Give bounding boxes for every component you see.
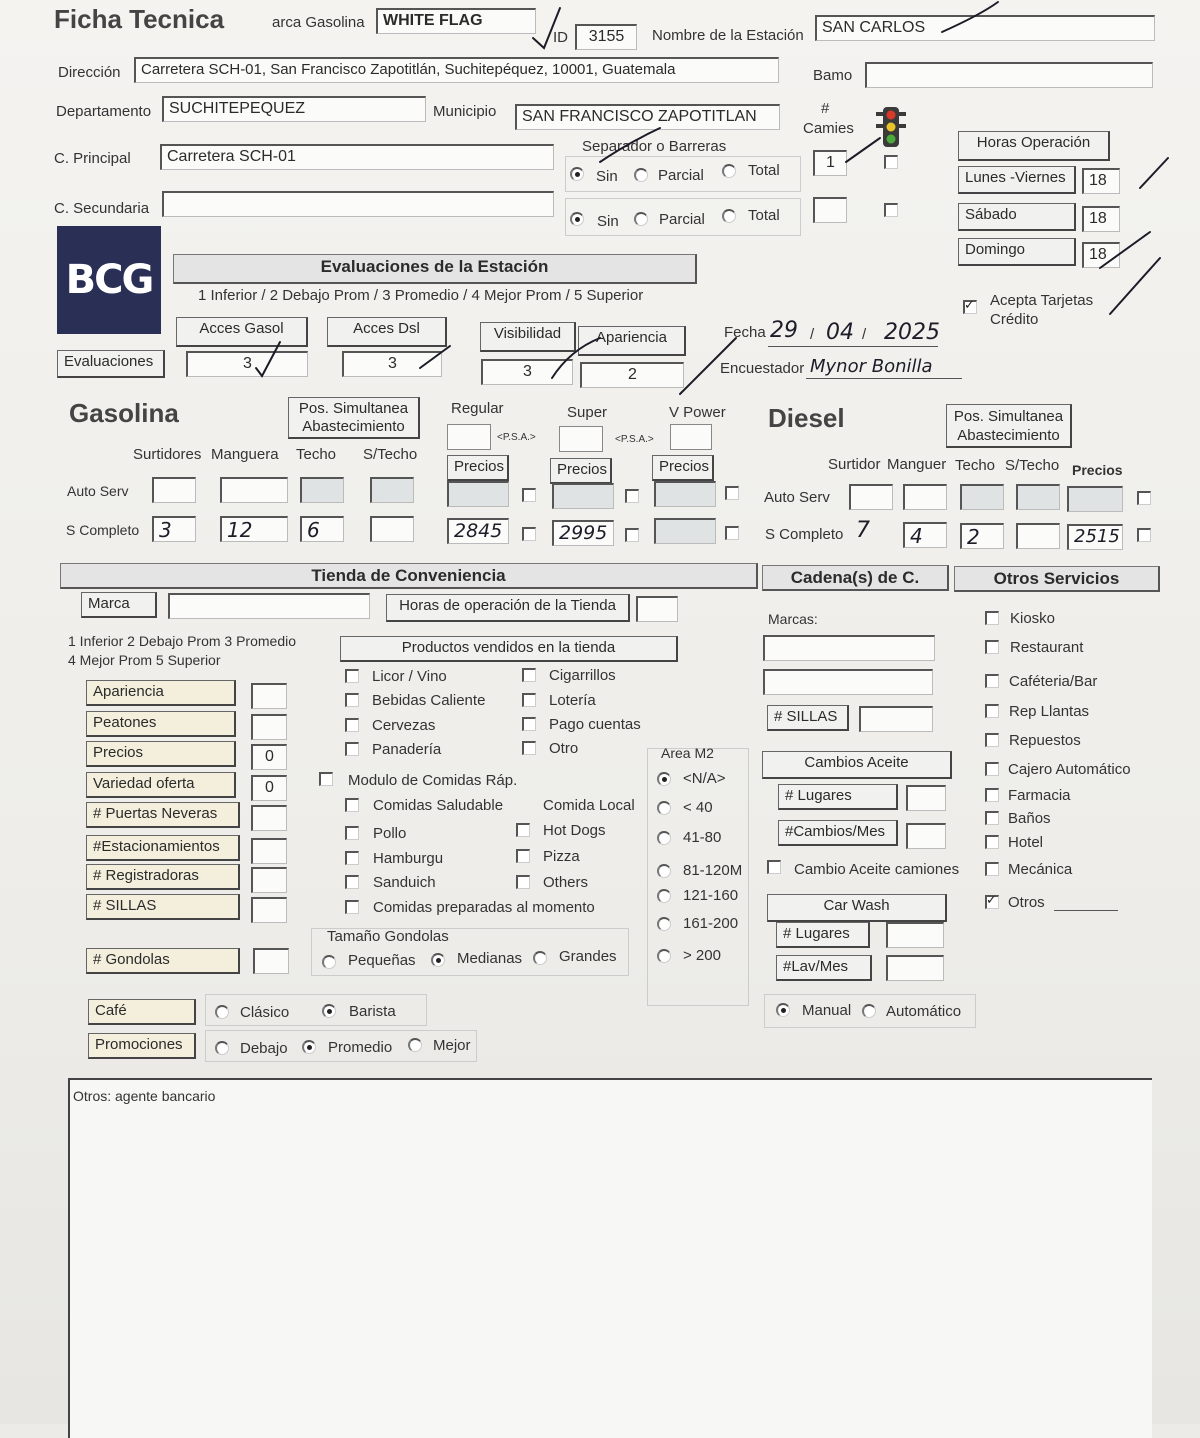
promo-mejor-label: Mejor: [433, 1037, 471, 1054]
diesel-completo-stecho[interactable]: [1016, 523, 1060, 549]
comida-checkbox[interactable]: [345, 826, 359, 840]
producto-checkbox[interactable]: [345, 669, 359, 683]
super-precios-header: Precios: [550, 458, 612, 484]
producto-label: Licor / Vino: [372, 668, 447, 685]
gas-auto-techo[interactable]: [300, 477, 344, 503]
comida-label: Sanduich: [373, 874, 436, 891]
diesel-precios-header: Precios: [1072, 462, 1123, 478]
regular-precios-header: Precios: [447, 455, 509, 481]
otros-servicio-label: Repuestos: [1009, 732, 1081, 749]
producto-label: Cervezas: [372, 717, 436, 734]
acces-dsl-label: Acces Dsl: [327, 317, 447, 347]
otros-servicio-checkbox[interactable]: [985, 788, 999, 802]
apariencia-eval-field[interactable]: 2: [580, 362, 684, 388]
diesel-col-manguer: Manguer: [887, 456, 947, 473]
carwash-mes-label: #Lav/Mes: [776, 955, 872, 981]
producto-checkbox[interactable]: [522, 717, 536, 731]
fecha-sep-1: /: [810, 326, 815, 343]
gondolas-label: # Gondolas: [86, 948, 240, 974]
barreras-label: Separador o Barreras: [582, 138, 727, 155]
barreras-1-parcial-radio[interactable]: [634, 168, 648, 182]
producto-checkbox[interactable]: [522, 693, 536, 707]
diesel-completo-manguer[interactable]: 4: [903, 522, 947, 548]
marca-gasolina-field[interactable]: WHITE FLAG: [376, 8, 536, 34]
cafe-label: Café: [88, 999, 196, 1025]
otros-servicio-label: Otros: [1008, 894, 1045, 911]
otros-underline: [1054, 910, 1118, 911]
producto-checkbox[interactable]: [345, 693, 359, 707]
gas-completo-super-price[interactable]: 2995: [552, 520, 614, 546]
tienda-header: Tienda de Conveniencia: [60, 563, 758, 589]
gas-completo-super-checkbox[interactable]: [625, 528, 639, 542]
area-label: 81-120M: [683, 862, 743, 879]
area-label: <N/A>: [683, 770, 726, 787]
otros-servicio-checkbox[interactable]: [985, 733, 999, 747]
tamano-gondolas-label: Tamaño Gondolas: [327, 928, 449, 945]
gas-completo-regular-checkbox[interactable]: [522, 527, 536, 541]
promo-promedio-label: Promedio: [328, 1039, 393, 1056]
producto-label: Otro: [549, 740, 579, 757]
cafe-barista-label: Barista: [349, 1003, 396, 1020]
barreras-1-parcial-label: Parcial: [658, 167, 704, 184]
calle-principal-field[interactable]: Carretera SCH-01: [160, 144, 554, 170]
otros-servicio-label: Baños: [1008, 810, 1051, 827]
camiones-checkbox-2[interactable]: [884, 203, 898, 217]
rating-field[interactable]: 0: [251, 775, 287, 801]
gondolas-field[interactable]: [253, 948, 289, 974]
cambios-mes-label: #Cambios/Mes: [778, 820, 898, 846]
carwash-lugares-label: # Lugares: [776, 922, 870, 948]
regular-label: Regular: [451, 400, 504, 417]
comida-checkbox[interactable]: [345, 798, 359, 812]
visibilidad-field[interactable]: 3: [481, 359, 573, 385]
rating-label: Precios: [86, 741, 236, 767]
area-radio[interactable]: [657, 772, 671, 786]
comida-label: Comidas Saludable: [373, 797, 504, 814]
acces-gasol-label: Acces Gasol: [176, 317, 308, 347]
tamano-label: Grandes: [559, 948, 617, 965]
comida-label: Pizza: [543, 848, 580, 865]
area-label: > 200: [683, 947, 721, 964]
carwash-automatico-radio[interactable]: [862, 1004, 876, 1018]
gas-auto-surtidores[interactable]: [152, 477, 196, 503]
super-psa-field[interactable]: [559, 426, 603, 452]
gas-auto-manguera[interactable]: [220, 477, 288, 503]
gas-auto-regular-price[interactable]: [447, 481, 509, 507]
camiones-label: Camies: [803, 120, 854, 137]
tamano-radio[interactable]: [322, 955, 336, 969]
lunes-viernes-label: Lunes -Viernes: [958, 166, 1076, 194]
barrio-field[interactable]: [865, 62, 1153, 88]
cambios-aceite-header: Cambios Aceite: [762, 751, 952, 779]
lunes-viernes-field[interactable]: 18: [1082, 168, 1120, 194]
barreras-2-parcial-label: Parcial: [659, 211, 705, 228]
otros-servicios-header: Otros Servicios: [954, 566, 1160, 592]
departamento-label: Departamento: [56, 103, 152, 120]
otros-servicio-checkbox[interactable]: [985, 674, 999, 688]
fecha-dia[interactable]: 29: [770, 318, 798, 343]
comida-checkbox[interactable]: [345, 900, 359, 914]
cadena-marcas-field-2[interactable]: [763, 669, 933, 695]
diesel-completo-surtidor[interactable]: 7: [856, 518, 870, 543]
credito-label: Crédito: [990, 311, 1039, 328]
rating-field[interactable]: 0: [251, 744, 287, 770]
otros-servicio-checkbox[interactable]: [985, 862, 999, 876]
rating-label: Apariencia: [86, 680, 236, 706]
otros-servicio-checkbox[interactable]: [985, 611, 999, 625]
barreras-1-sin-radio[interactable]: [570, 167, 584, 181]
tienda-marca-label: Marca: [81, 592, 157, 618]
otros-servicio-label: Mecánica: [1008, 861, 1073, 878]
area-label: Area M2: [661, 745, 714, 761]
tamano-label: Pequeñas: [348, 952, 416, 969]
fecha-label: Fecha: [724, 324, 766, 341]
tienda-marca-field[interactable]: [168, 593, 370, 619]
area-label: 161-200: [683, 915, 739, 932]
rating-label: Peatones: [86, 711, 236, 737]
barreras-1-total-label: Total: [748, 162, 780, 179]
gas-completo-techo[interactable]: 6: [300, 516, 344, 542]
area-radio[interactable]: [657, 889, 671, 903]
comida-checkbox[interactable]: [345, 875, 359, 889]
producto-label: Lotería: [549, 692, 596, 709]
cafe-clasico-radio[interactable]: [215, 1005, 229, 1019]
gasolina-auto-serv-label: Auto Serv: [67, 483, 129, 499]
camiones-checkbox-1[interactable]: [884, 155, 898, 169]
otros-servicio-label: Caféteria/Bar: [1009, 673, 1098, 690]
promo-promedio-radio[interactable]: [302, 1040, 316, 1054]
otros-servicio-label: Kiosko: [1010, 610, 1056, 627]
producto-label: Pago cuentas: [549, 716, 641, 733]
producto-checkbox[interactable]: [345, 742, 359, 756]
cadena-header: Cadena(s) de C.: [762, 565, 949, 591]
rating-label: # SILLAS: [86, 894, 240, 920]
diesel-pos-simultanea: Pos. Simultanea Abastecimiento: [946, 404, 1072, 448]
rating-label: # Registradoras: [86, 864, 240, 890]
carwash-automatico-label: Automático: [886, 1003, 962, 1020]
car-wash-header: Car Wash: [767, 894, 947, 922]
camiones-field-2[interactable]: [813, 197, 847, 223]
barreras-1-sin-label: Sin: [596, 168, 618, 185]
fecha-anio[interactable]: 2025: [884, 320, 940, 345]
cambio-aceite-camiones-label: Cambio Aceite camiones: [794, 861, 960, 878]
promo-debajo-label: Debajo: [240, 1040, 288, 1057]
apariencia-eval-label: Apariencia: [578, 326, 686, 356]
area-radio[interactable]: [657, 917, 671, 931]
tienda-horas-field[interactable]: [636, 596, 678, 622]
traffic-light-icon: [874, 106, 908, 148]
cadena-sillas-label: # SILLAS: [767, 705, 849, 731]
cadena-sillas-field[interactable]: [859, 706, 933, 732]
cambios-lugares-field[interactable]: [906, 785, 946, 811]
rating-label: # Puertas Neveras: [86, 802, 240, 828]
rating-field[interactable]: [251, 714, 287, 740]
cambio-aceite-camiones-checkbox[interactable]: [767, 860, 781, 874]
gas-auto-super-price[interactable]: [552, 483, 614, 509]
domingo-field[interactable]: 18: [1082, 242, 1120, 268]
cadena-marcas-label: Marcas:: [768, 611, 818, 627]
diesel-auto-surtidor[interactable]: [849, 484, 893, 510]
area-radio[interactable]: [657, 831, 671, 845]
otros-servicio-checkbox[interactable]: [985, 895, 999, 909]
gas-completo-stecho[interactable]: [370, 516, 414, 542]
producto-checkbox[interactable]: [522, 741, 536, 755]
form-title: Ficha Tecnica: [54, 4, 225, 34]
acces-gasol-field[interactable]: 3: [186, 351, 308, 377]
encuestador-label: Encuestador: [720, 360, 805, 377]
producto-label: Cigarrillos: [549, 667, 616, 684]
diesel-auto-checkbox[interactable]: [1137, 491, 1151, 505]
tienda-horas-label: Horas de operación de la Tienda: [386, 594, 630, 622]
vpower-psa-field[interactable]: [670, 424, 712, 450]
tamano-radio[interactable]: [533, 951, 547, 965]
diesel-auto-manguer[interactable]: [903, 484, 947, 510]
regular-psa-field[interactable]: [447, 424, 491, 450]
col-manguera: Manguera: [211, 446, 279, 463]
diesel-auto-techo[interactable]: [960, 484, 1004, 510]
diesel-completo-techo[interactable]: 2: [960, 523, 1004, 549]
modulo-comidas-label: Modulo de Comidas Ráp.: [348, 772, 518, 789]
producto-label: Panadería: [372, 741, 442, 758]
direccion-field[interactable]: Carretera SCH-01, San Francisco Zapotitlán, Suchitepéquez, 10001, Guatemala: [134, 57, 779, 83]
acepta-tarjetas-checkbox[interactable]: [963, 300, 977, 314]
area-radio[interactable]: [657, 864, 671, 878]
evaluaciones-scale: 1 Inferior / 2 Debajo Prom / 3 Promedio / 4 Mejor Prom / 5 Superior: [198, 287, 644, 304]
otros-servicio-checkbox[interactable]: [985, 811, 999, 825]
calle-secundaria-label: C. Secundaria: [54, 200, 150, 217]
vpower-label: V Power: [669, 404, 726, 421]
diesel-auto-serv-label: Auto Serv: [764, 489, 830, 506]
comida-local-label: Comida Local: [543, 797, 635, 814]
comida-label: Hot Dogs: [543, 822, 606, 839]
barrio-label: Bamo: [813, 67, 853, 84]
notes-area[interactable]: [68, 1078, 1152, 1438]
camiones-field-1[interactable]: 1: [813, 150, 847, 176]
carwash-manual-label: Manual: [802, 1002, 852, 1019]
cambios-mes-field[interactable]: [906, 823, 946, 849]
gas-completo-vpower-checkbox[interactable]: [725, 526, 739, 540]
diesel-s-completo-label: S Completo: [765, 526, 844, 543]
acepta-tarjetas-label: Acepta Tarjetas: [990, 292, 1094, 309]
gasolina-s-completo-label: S Completo: [66, 522, 140, 538]
otros-servicio-checkbox[interactable]: [985, 704, 999, 718]
tienda-scale-1: 1 Inferior 2 Debajo Prom 3 Promedio: [68, 633, 296, 649]
area-radio[interactable]: [657, 949, 671, 963]
gasolina-title: Gasolina: [69, 398, 179, 428]
productos-header: Productos vendidos en la tienda: [340, 636, 678, 662]
diesel-auto-price[interactable]: [1067, 486, 1123, 512]
area-label: < 40: [683, 799, 713, 816]
otros-servicio-label: Cajero Automático: [1008, 761, 1131, 778]
carwash-mes-field[interactable]: [886, 955, 944, 981]
rating-label: Variedad oferta: [86, 772, 236, 798]
diesel-completo-price[interactable]: 2515: [1067, 524, 1123, 550]
carwash-manual-radio[interactable]: [776, 1003, 790, 1017]
otros-servicio-label: Hotel: [1008, 834, 1044, 851]
barreras-2-sin-radio[interactable]: [570, 212, 584, 226]
otros-servicio-checkbox[interactable]: [985, 640, 999, 654]
municipio-label: Municipio: [433, 103, 497, 120]
barreras-2-total-radio[interactable]: [722, 209, 736, 223]
sabado-field[interactable]: 18: [1082, 206, 1120, 232]
calle-secundaria-field[interactable]: [162, 191, 554, 217]
marca-gasolina-label: arca Gasolina: [272, 14, 365, 31]
promociones-label: Promociones: [88, 1033, 196, 1059]
estacion-field[interactable]: SAN CARLOS: [815, 15, 1155, 41]
acces-dsl-field[interactable]: 3: [342, 351, 442, 377]
gas-completo-regular-price[interactable]: 2845: [447, 518, 509, 544]
barreras-2-sin-label: Sin: [597, 213, 619, 230]
tamano-label: Medianas: [457, 950, 523, 967]
evaluaciones-row-label: Evaluaciones: [57, 350, 165, 378]
rating-field[interactable]: [251, 838, 287, 864]
diesel-completo-checkbox[interactable]: [1137, 528, 1151, 542]
modulo-comidas-checkbox[interactable]: [319, 772, 333, 786]
barreras-2-total-label: Total: [748, 207, 780, 224]
rating-field[interactable]: [251, 683, 287, 709]
cafe-barista-radio[interactable]: [322, 1004, 336, 1018]
otros-servicio-label: Rep Llantas: [1009, 703, 1090, 720]
gas-completo-manguera[interactable]: 12: [220, 516, 288, 542]
visibilidad-label: Visibilidad: [480, 322, 576, 352]
municipio-field[interactable]: SAN FRANCISCO ZAPOTITLAN: [515, 104, 780, 130]
diesel-auto-stecho[interactable]: [1016, 484, 1060, 510]
col-surtidores: Surtidores: [133, 446, 202, 463]
promo-debajo-radio[interactable]: [215, 1041, 229, 1055]
promo-mejor-radio[interactable]: [408, 1038, 422, 1052]
cadena-marcas-field-1[interactable]: [763, 635, 935, 661]
gas-completo-vpower-price[interactable]: [654, 518, 716, 544]
otros-servicio-checkbox[interactable]: [985, 835, 999, 849]
producto-label: Bebidas Caliente: [372, 692, 486, 709]
super-psa-label: <P.S.A.>: [615, 434, 654, 445]
rating-field[interactable]: [251, 805, 287, 831]
rating-field[interactable]: [251, 867, 287, 893]
comida-checkbox[interactable]: [516, 823, 530, 837]
gas-completo-surtidores[interactable]: 3: [152, 516, 196, 542]
encuestador-underline: [806, 378, 962, 379]
gas-auto-stecho[interactable]: [370, 477, 414, 503]
encuestador-field[interactable]: Mynor Bonilla: [810, 356, 933, 377]
cafe-clasico-label: Clásico: [240, 1004, 290, 1021]
rating-label: #Estacionamientos: [86, 835, 240, 861]
otros-servicio-label: Farmacia: [1008, 787, 1071, 804]
area-label: 41-80: [683, 829, 722, 846]
diesel-col-surtidor: Surtidor: [828, 456, 881, 473]
cambios-lugares-label: # Lugares: [778, 784, 898, 810]
comida-checkbox[interactable]: [516, 875, 530, 889]
col-stecho: S/Techo: [363, 446, 418, 463]
estacion-label: Nombre de la Estación: [652, 27, 804, 44]
departamento-field[interactable]: SUCHITEPEQUEZ: [162, 96, 426, 122]
carwash-lugares-field[interactable]: [886, 922, 944, 948]
diesel-col-stecho: S/Techo: [1005, 457, 1060, 474]
producto-checkbox[interactable]: [345, 718, 359, 732]
fecha-mes[interactable]: 04: [826, 320, 854, 345]
fecha-sep-2: /: [862, 326, 867, 343]
gas-auto-vpower-checkbox[interactable]: [725, 486, 739, 500]
gas-auto-super-checkbox[interactable]: [625, 489, 639, 503]
camiones-hash-label: #: [821, 100, 830, 117]
diesel-title: Diesel: [768, 403, 845, 433]
fecha-underline: [768, 346, 938, 347]
barreras-2-parcial-radio[interactable]: [634, 212, 648, 226]
gas-auto-regular-checkbox[interactable]: [522, 488, 536, 502]
otros-servicio-checkbox[interactable]: [985, 762, 999, 776]
tienda-scale-2: 4 Mejor Prom 5 Superior: [68, 652, 221, 668]
super-label: Super: [567, 404, 608, 421]
comida-label: Hamburgu: [373, 850, 444, 867]
bcg-logo: BCG: [57, 226, 161, 334]
rating-field[interactable]: [251, 897, 287, 923]
direccion-label: Dirección: [58, 64, 121, 81]
domingo-label: Domingo: [958, 238, 1076, 266]
id-label: ID: [553, 29, 568, 46]
area-radio[interactable]: [657, 801, 671, 815]
comida-label: Comidas preparadas al momento: [373, 899, 595, 916]
comida-label: Others: [543, 874, 589, 891]
gas-auto-vpower-price[interactable]: [654, 481, 716, 507]
tamano-radio[interactable]: [431, 953, 445, 967]
calle-principal-label: C. Principal: [54, 150, 131, 167]
otros-servicio-label: Restaurant: [1010, 639, 1084, 656]
gasolina-pos-simultanea: Pos. Simultanea Abastecimiento: [288, 397, 420, 439]
comida-checkbox[interactable]: [516, 849, 530, 863]
sabado-label: Sábado: [958, 203, 1076, 231]
notes-text: Otros: agente bancario: [73, 1088, 216, 1104]
area-label: 121-160: [683, 887, 739, 904]
comida-checkbox[interactable]: [345, 851, 359, 865]
evaluaciones-header: Evaluaciones de la Estación: [173, 254, 697, 284]
comida-label: Pollo: [373, 825, 407, 842]
vpower-precios-header: Precios: [652, 455, 714, 481]
id-field[interactable]: 3155: [575, 24, 637, 50]
regular-psa-label: <P.S.A.>: [497, 432, 536, 443]
barreras-1-total-radio[interactable]: [722, 164, 736, 178]
col-techo: Techo: [296, 446, 337, 463]
producto-checkbox[interactable]: [522, 668, 536, 682]
diesel-col-techo: Techo: [955, 457, 996, 474]
horas-operacion-header: Horas Operación: [958, 131, 1110, 161]
